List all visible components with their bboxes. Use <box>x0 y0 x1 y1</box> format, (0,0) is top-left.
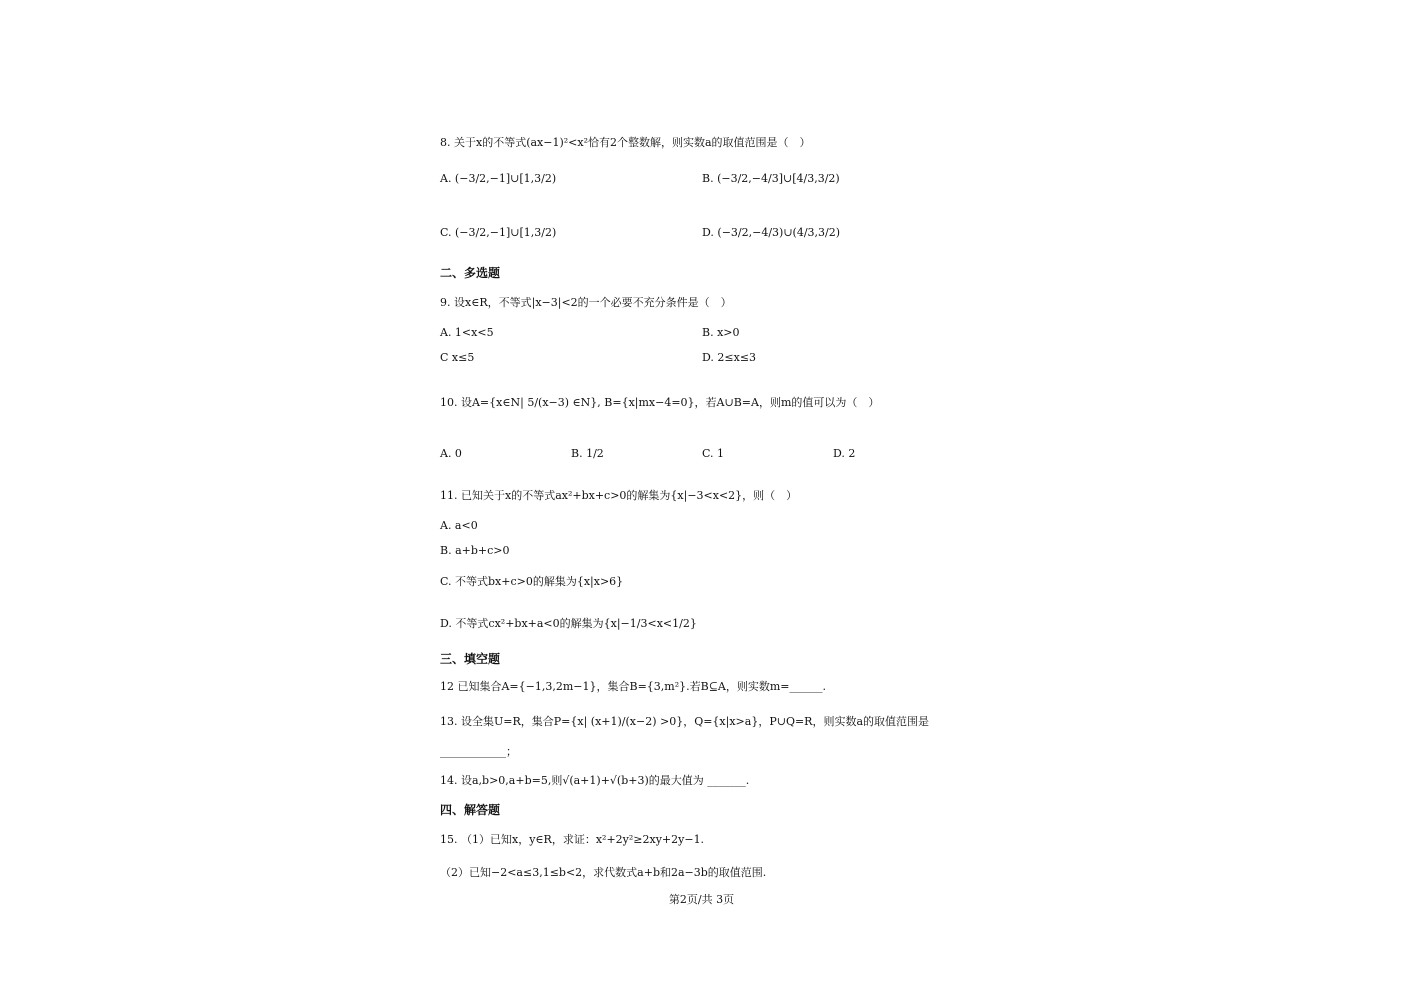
q8-option-b: B. (−3/2,−4/3]∪[4/3,3/2) <box>702 172 840 185</box>
question-9-stem: 9. 设x∈R，不等式|x−3|<2的一个必要不充分条件是（ ） <box>440 296 732 309</box>
q11-option-d: D. 不等式cx²+bx+a<0的解集为{x|−1/3<x<1/2} <box>440 617 697 630</box>
q10-option-a: A. 0 <box>440 447 462 460</box>
q8-option-a: A. (−3/2,−1]∪[1,3/2) <box>440 172 557 185</box>
q9-option-b: B. x>0 <box>702 326 740 339</box>
question-15-part-1: 15. （1）已知x，y∈R，求证：x²+2y²≥2xy+2y−1. <box>440 833 705 846</box>
q11-option-b: B. a+b+c>0 <box>440 544 510 557</box>
q8-option-c: C. (−3/2,−1]∪[1,3/2) <box>440 226 557 239</box>
section-heading-fill-blank: 三、填空题 <box>440 652 501 666</box>
question-15-part-2: （2）已知−2<a≤3,1≤b<2，求代数式a+b和2a−3b的取值范围. <box>440 866 767 879</box>
page-number-footer: 第2页/共 3页 <box>668 893 735 906</box>
question-11-stem: 11. 已知关于x的不等式ax²+bx+c>0的解集为{x|−3<x<2}，则（ ） <box>440 489 798 502</box>
question-14: 14. 设a,b>0,a+b=5,则√(a+1)+√(b+3)的最大值为 _______. <box>440 774 750 787</box>
q8-option-d: D. (−3/2,−4/3)∪(4/3,3/2) <box>702 226 841 239</box>
question-13: 13. 设全集U=R，集合P={x| (x+1)/(x−2) >0}，Q={x|x>a}，P∪Q=R，则实数a的取值范围是 <box>440 715 930 728</box>
question-10-stem: 10. 设A={x∈N| 5/(x−3) ∈N}, B={x|mx−4=0}，若A∪B=A，则m的值可以为（ ） <box>440 396 880 409</box>
section-heading-solutions: 四、解答题 <box>440 803 501 817</box>
q10-option-d: D. 2 <box>833 447 856 460</box>
q9-option-d: D. 2≤x≤3 <box>702 351 757 364</box>
question-8-stem: 8. 关于x的不等式(ax−1)²<x²恰有2个整数解，则实数a的取值范围是（ ） <box>440 136 811 149</box>
q10-option-c: C. 1 <box>702 447 725 460</box>
q11-option-a: A. a<0 <box>440 519 478 532</box>
q11-option-c: C. 不等式bx+c>0的解集为{x|x>6} <box>440 575 624 588</box>
q9-option-a: A. 1<x<5 <box>440 326 494 339</box>
q10-option-b: B. 1/2 <box>571 447 604 460</box>
section-heading-multi-choice: 二、多选题 <box>440 266 501 280</box>
question-13-blank: ____________； <box>440 745 517 758</box>
q9-option-c: C x≤5 <box>440 351 475 364</box>
question-12: 12 已知集合A={−1,3,2m−1}，集合B={3,m²}.若B⊆A，则实数m=______. <box>440 680 827 693</box>
